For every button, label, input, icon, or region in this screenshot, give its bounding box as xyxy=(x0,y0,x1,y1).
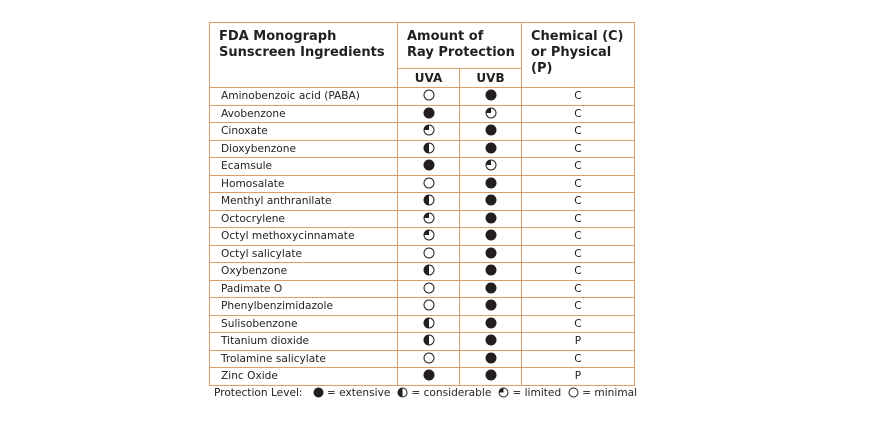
ingredient-name: Padimate O xyxy=(210,280,398,298)
extensive-protection-icon xyxy=(485,283,497,295)
uva-protection-cell xyxy=(398,210,460,228)
ingredient-name: Octyl salicylate xyxy=(210,245,398,263)
limited-protection-icon xyxy=(423,213,435,225)
table-row xyxy=(210,298,635,316)
extensive-protection-icon xyxy=(485,353,497,365)
header-ray-protection-line1: Amount of xyxy=(407,29,484,44)
header-uvb: UVB xyxy=(460,69,522,88)
table-row xyxy=(210,245,635,263)
ingredient-name: Dioxybenzone xyxy=(210,140,398,158)
uva-protection-cell xyxy=(398,175,460,193)
minimal-protection-icon xyxy=(423,283,435,295)
uvb-protection-cell xyxy=(460,210,522,228)
uvb-protection-cell xyxy=(460,175,522,193)
chemical-physical-value: C xyxy=(522,193,635,211)
table-row xyxy=(210,105,635,123)
uvb-protection-cell xyxy=(460,350,522,368)
uvb-protection-cell xyxy=(460,105,522,123)
uva-protection-cell xyxy=(398,88,460,106)
chemical-physical-value: C xyxy=(522,350,635,368)
table-row xyxy=(210,350,635,368)
table-row xyxy=(210,368,635,386)
minimal-protection-icon xyxy=(423,248,435,260)
extensive-protection-icon xyxy=(485,195,497,207)
limited-protection-icon xyxy=(485,108,497,120)
legend-label-minimal: = minimal xyxy=(582,387,638,399)
table-row xyxy=(210,88,635,106)
uva-protection-cell xyxy=(398,193,460,211)
extensive-protection-icon xyxy=(423,160,435,172)
uva-protection-cell xyxy=(398,263,460,281)
uva-protection-cell xyxy=(398,245,460,263)
ingredient-name: Avobenzone xyxy=(210,105,398,123)
ingredient-name: Octyl methoxycinnamate xyxy=(210,228,398,246)
chemical-physical-value: C xyxy=(522,158,635,176)
extensive-protection-icon xyxy=(485,335,497,347)
uvb-protection-cell xyxy=(460,315,522,333)
chemical-physical-value: C xyxy=(522,123,635,141)
ingredient-name: Homosalate xyxy=(210,175,398,193)
ingredient-name: Ecamsule xyxy=(210,158,398,176)
header-uva: UVA xyxy=(398,69,460,88)
chemical-physical-value: C xyxy=(522,298,635,316)
uva-protection-cell xyxy=(398,158,460,176)
chemical-physical-value: C xyxy=(522,315,635,333)
extensive-protection-icon xyxy=(485,125,497,137)
ingredient-name: Phenylbenzimidazole xyxy=(210,298,398,316)
considerable-protection-icon xyxy=(423,335,435,347)
table-row xyxy=(210,175,635,193)
ingredient-name: Cinoxate xyxy=(210,123,398,141)
minimal-protection-icon xyxy=(423,178,435,190)
table-row xyxy=(210,333,635,351)
header-ingredients-line2: Sunscreen Ingredients xyxy=(219,45,385,60)
legend-label-considerable: = considerable xyxy=(411,387,492,399)
table-row xyxy=(210,210,635,228)
chemical-physical-value: C xyxy=(522,210,635,228)
sunscreen-ingredients-table xyxy=(209,22,635,386)
uvb-protection-cell xyxy=(460,368,522,386)
protection-level-legend xyxy=(214,387,641,399)
table-row xyxy=(210,193,635,211)
header-chemical-physical xyxy=(522,23,635,88)
uva-protection-cell xyxy=(398,105,460,123)
minimal-protection-icon xyxy=(423,353,435,365)
header-chemical-physical-line1: Chemical (C) xyxy=(531,29,624,44)
chemical-physical-value: C xyxy=(522,140,635,158)
extensive-protection-icon xyxy=(485,90,497,102)
uva-protection-cell xyxy=(398,123,460,141)
considerable-protection-icon xyxy=(423,195,435,207)
extensive-protection-icon xyxy=(485,230,497,242)
extensive-protection-icon xyxy=(485,213,497,225)
extensive-protection-icon xyxy=(485,265,497,277)
uva-protection-cell xyxy=(398,280,460,298)
chemical-physical-value: P xyxy=(522,333,635,351)
uva-protection-cell xyxy=(398,368,460,386)
minimal-protection-icon xyxy=(423,300,435,312)
extensive-protection-icon xyxy=(485,370,497,382)
considerable-protection-icon xyxy=(423,143,435,155)
extensive-protection-icon xyxy=(485,178,497,190)
uva-protection-cell xyxy=(398,140,460,158)
header-ray-protection-line2: Ray Protection xyxy=(407,45,515,60)
uvb-protection-cell xyxy=(460,88,522,106)
considerable-protection-icon xyxy=(423,265,435,277)
chemical-physical-value: C xyxy=(522,88,635,106)
limited-protection-icon xyxy=(423,230,435,242)
ingredient-name: Menthyl anthranilate xyxy=(210,193,398,211)
legend-label-extensive: = extensive xyxy=(326,387,391,399)
ingredient-name: Oxybenzone xyxy=(210,263,398,281)
limited-legend-icon xyxy=(495,387,512,399)
table-row xyxy=(210,315,635,333)
ingredient-name: Octocrylene xyxy=(210,210,398,228)
extensive-protection-icon xyxy=(485,300,497,312)
chemical-physical-value: C xyxy=(522,105,635,123)
table-row xyxy=(210,280,635,298)
extensive-protection-icon xyxy=(485,318,497,330)
limited-protection-icon xyxy=(423,125,435,137)
ingredient-name: Trolamine salicylate xyxy=(210,350,398,368)
uva-protection-cell xyxy=(398,350,460,368)
chemical-physical-value: C xyxy=(522,175,635,193)
uvb-protection-cell xyxy=(460,245,522,263)
uva-protection-cell xyxy=(398,333,460,351)
uva-protection-cell xyxy=(398,315,460,333)
uvb-protection-cell xyxy=(460,193,522,211)
uvb-protection-cell xyxy=(460,140,522,158)
ingredient-name: Aminobenzoic acid (PABA) xyxy=(210,88,398,106)
ingredient-name: Zinc Oxide xyxy=(210,368,398,386)
uvb-protection-cell xyxy=(460,298,522,316)
ingredient-name: Sulisobenzone xyxy=(210,315,398,333)
table-row xyxy=(210,228,635,246)
ingredient-name: Titanium dioxide xyxy=(210,333,398,351)
extensive-protection-icon xyxy=(485,143,497,155)
table-row xyxy=(210,158,635,176)
uvb-protection-cell xyxy=(460,158,522,176)
uvb-protection-cell xyxy=(460,263,522,281)
table-row xyxy=(210,140,635,158)
header-ingredients-line1: FDA Monograph xyxy=(219,29,337,44)
header-chemical-physical-line2: or Physical (P) xyxy=(531,45,612,76)
considerable-protection-icon xyxy=(423,318,435,330)
minimal-legend-icon xyxy=(565,387,582,399)
legend-prefix: Protection Level: xyxy=(214,387,303,399)
header-ray-protection xyxy=(398,23,522,69)
chemical-physical-value: C xyxy=(522,263,635,281)
limited-protection-icon xyxy=(485,160,497,172)
uva-protection-cell xyxy=(398,298,460,316)
uvb-protection-cell xyxy=(460,228,522,246)
uvb-protection-cell xyxy=(460,333,522,351)
extensive-legend-icon xyxy=(310,387,327,399)
legend-label-limited: = limited xyxy=(512,387,562,399)
extensive-protection-icon xyxy=(485,248,497,260)
table-row xyxy=(210,263,635,281)
table-row xyxy=(210,123,635,141)
minimal-protection-icon xyxy=(423,90,435,102)
chemical-physical-value: P xyxy=(522,368,635,386)
header-ingredients xyxy=(210,23,398,88)
chemical-physical-value: C xyxy=(522,245,635,263)
uvb-protection-cell xyxy=(460,280,522,298)
extensive-protection-icon xyxy=(423,108,435,120)
chemical-physical-value: C xyxy=(522,280,635,298)
uvb-protection-cell xyxy=(460,123,522,141)
chemical-physical-value: C xyxy=(522,228,635,246)
considerable-legend-icon xyxy=(394,387,411,399)
uva-protection-cell xyxy=(398,228,460,246)
extensive-protection-icon xyxy=(423,370,435,382)
